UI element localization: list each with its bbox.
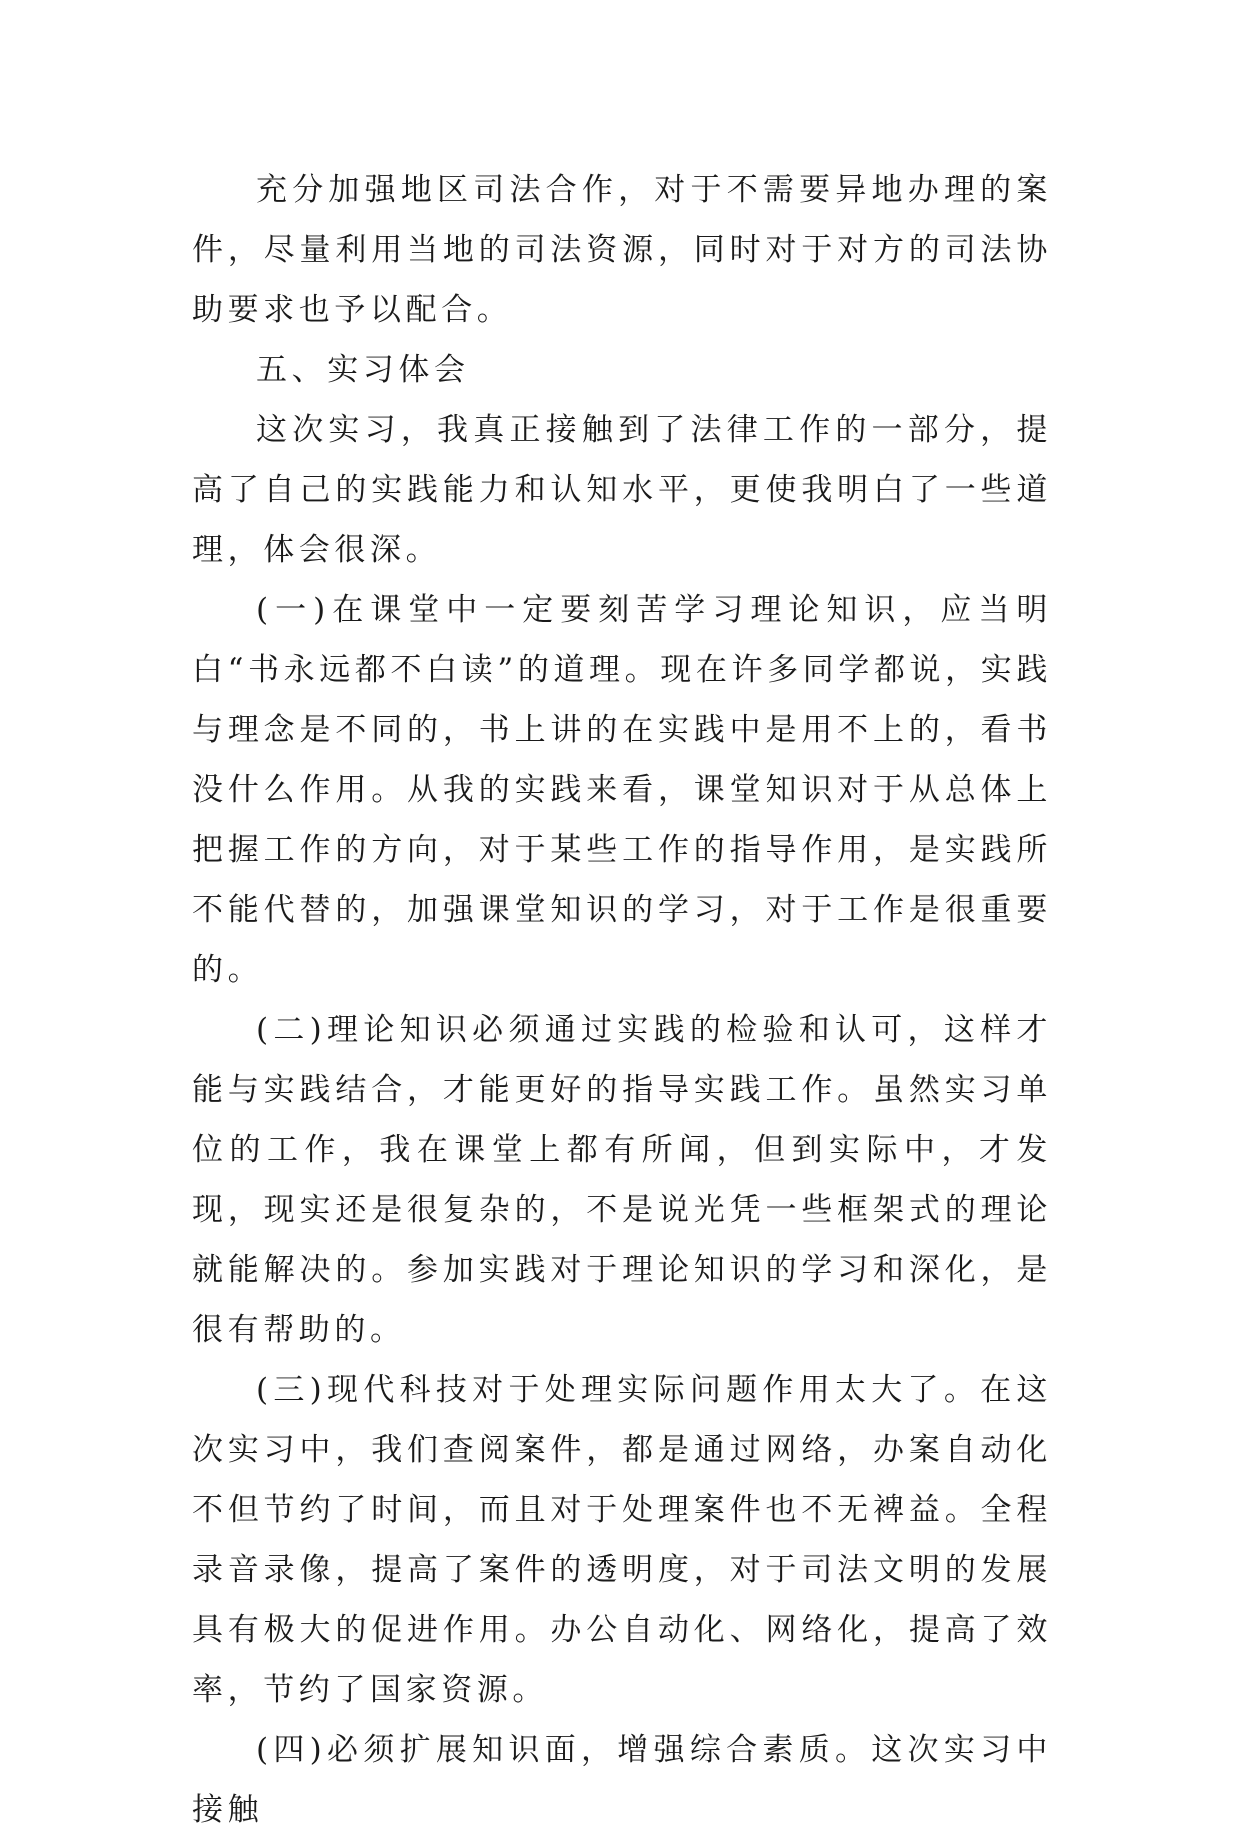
paragraph-point-one: (一)在课堂中一定要刻苦学习理论知识，应当明白“书永远都不白读”的道理。现在许多同学都说，实践与理念是不同的，书上讲的在实践中是用不上的，看书没什么作用。从我的实践来看，课堂知识对于从总体上把握工作的方向，对于某些工作的指导作用，是实践所不能代替的，加强课堂知识的学习，对于工作是很重要的。 <box>192 592 1052 988</box>
paragraph-point-three: (三)现代科技对于处理实际问题作用太大了。在这次实习中，我们查阅案件，都是通过网络，办案自动化不但节约了时间，而且对于处理案件也不无裨益。全程录音录像，提高了案件的透明度，对于司法文明的发展具有极大的促进作用。办公自动化、网络化，提高了效率，节约了国家资源。 <box>192 1372 1052 1708</box>
paragraph-point-two: (二)理论知识必须通过实践的检验和认可，这样才能与实践结合，才能更好的指导实践工作。虽然实习单位的工作，我在课堂上都有所闻，但到实际中，才发现，现实还是很复杂的，不是说光凭一些框架式的理论就能解决的。参加实践对于理论知识的学习和深化，是很有帮助的。 <box>192 1012 1052 1348</box>
paragraph-internship-intro: 这次实习，我真正接触到了法律工作的一部分，提高了自己的实践能力和认知水平，更使我明白了一些道理，体会很深。 <box>192 412 1052 568</box>
paragraph-point-four: (四)必须扩展知识面，增强综合素质。这次实习中接触 <box>192 1732 1052 1828</box>
paragraph-judicial-cooperation: 充分加强地区司法合作，对于不需要异地办理的案件，尽量利用当地的司法资源，同时对于对方的司法协助要求也予以配合。 <box>192 172 1052 328</box>
document-body <box>192 160 1052 1840</box>
section-heading-internship-reflections: 五、实习体会 <box>256 352 470 388</box>
